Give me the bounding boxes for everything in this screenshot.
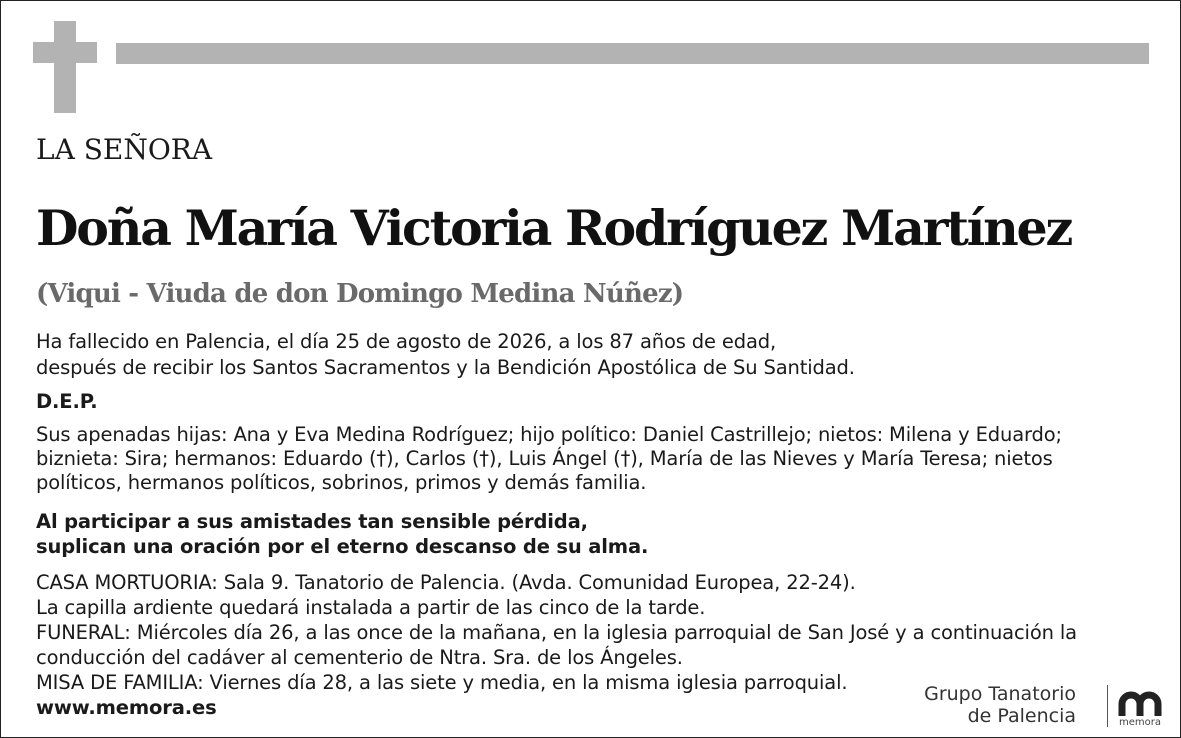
header-rule bbox=[116, 43, 1149, 64]
info-line-3: FUNERAL: Miércoles día 26, a las once de la mañana, en la iglesia parroquial de San José y a continuación la bbox=[36, 621, 1077, 644]
info-line-2: La capilla ardiente quedará instalada a partir de las cinco de la tarde. bbox=[36, 596, 706, 619]
info-line-4: conducción del cadáver al cementerio de Ntra. Sra. de los Ángeles. bbox=[36, 646, 683, 669]
cross-icon bbox=[54, 21, 76, 113]
request-line-2: suplican una oración por el eterno descanso de su alma. bbox=[36, 535, 649, 558]
request-line-1: Al participar a sus amistades tan sensible pérdida, bbox=[36, 510, 588, 533]
family-line-3: políticos, hermanos políticos, sobrinos, primos y demás familia. bbox=[36, 471, 647, 494]
brand-divider bbox=[1107, 685, 1108, 727]
deceased-subtitle: (Viqui - Viuda de don Domingo Medina Núñez) bbox=[36, 279, 684, 309]
info-line-1: CASA MORTUORIA: Sala 9. Tanatorio de Palencia. (Avda. Comunidad Europea, 22-24). bbox=[36, 571, 856, 594]
logo-wordmark: memora bbox=[1119, 717, 1161, 728]
death-line-2: después de recibir los Santos Sacramentos y la Bendición Apostólica de Su Santidad. bbox=[36, 356, 855, 379]
brand-line-1: Grupo Tanatorio bbox=[924, 683, 1076, 705]
deceased-name: Doña María Victoria Rodríguez Martínez bbox=[36, 199, 1072, 257]
dep-label: D.E.P. bbox=[36, 390, 98, 413]
brand-block bbox=[924, 683, 1076, 727]
cross-icon-bar bbox=[33, 42, 97, 63]
info-line-5: MISA DE FAMILIA: Viernes día 28, a las siete y media, en la misma iglesia parroquial. bbox=[36, 671, 848, 694]
brand-line-2: de Palencia bbox=[967, 705, 1076, 727]
family-line-1: Sus apenadas hijas: Ana y Eva Medina Rodríguez; hijo político: Daniel Castrillejo; nietos: Milena y Eduardo; bbox=[36, 423, 1062, 446]
family-line-2: biznieta: Sira; hermanos: Eduardo (†), Carlos (†), Luis Ángel (†), María de las Nieves y María Teresa; nietos bbox=[36, 447, 1053, 470]
website-link[interactable]: www.memora.es bbox=[36, 696, 217, 719]
pre-title: LA SEÑORA bbox=[36, 133, 213, 166]
death-line-1: Ha fallecido en Palencia, el día 25 de agosto de 2026, a los 87 años de edad, bbox=[36, 330, 777, 353]
